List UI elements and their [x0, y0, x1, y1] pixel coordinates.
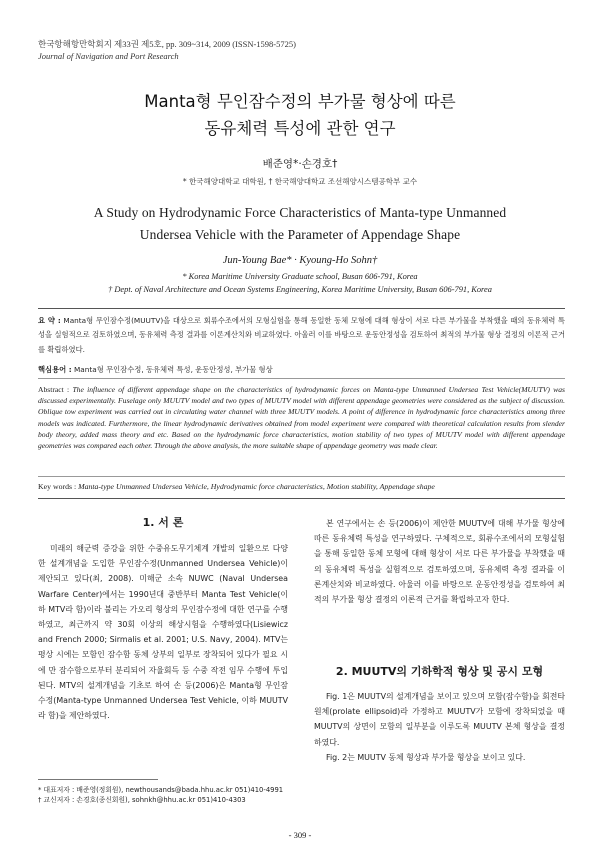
right-column-intro	[314, 516, 565, 607]
abstract-ko-text: Manta형 무인잠수정(MUUTV)을 대상으로 회류수조에서의 모형실험을 통해 동일한 동체 모형에 대해 형상이 서로 다른 부가물을 부착했을 때의 동유체력 특성을 실험적으로 검토하였으며, 동유체력 측정 결과를 이론계산치와 비교하였다. 아울러 이를 바탕으로 운동안정성을 검토하여 최적의 부가물 형상 결정의 이론적 근거를 확립하였다.	[38, 316, 565, 354]
affiliation-en-line2: † Dept. of Naval Architecture and Ocean Systems Engineering, Korea Maritime University, Busan 606-791, Korea	[108, 285, 492, 294]
paper-title-korean	[0, 88, 600, 142]
keywords-ko-text: Manta형 무인잠수정, 동유체력 특성, 운동안정성, 부가물 형상	[73, 365, 273, 374]
col2-paragraph3: Fig. 2는 MUUTV 동체 형상과 부가물 형상을 보이고 있다.	[326, 752, 526, 762]
abstract-ko-label: 요 약 :	[38, 316, 61, 325]
right-column-body	[314, 689, 565, 765]
col2-paragraph2: Fig. 1은 MUUTV의 설계개념을 보이고 있으며 모함(잠수함)을 회전타원체(prolate ellipsoid)라 가정하고 MUUTV가 모함에 장착되었을 때 MUUTV의 상면이 모함의 일부분을 이루도록 MUUTV 본체 형상을 결정하였다.	[314, 692, 565, 747]
abstract-separator-rule	[38, 378, 565, 379]
journal-header	[38, 38, 296, 62]
keywords-en-text: Manta-type Unmanned Undersea Vehicle, Hydrodynamic force characteristics, Motion stability, Appendage shape	[78, 482, 435, 491]
abstract-english	[38, 384, 565, 451]
affiliations-english	[0, 270, 600, 296]
keywords-ko-label: 핵심용어 :	[38, 365, 72, 374]
footnote-corresponding-first: * 대표저자 : 배준영(정회원), newthousands@bada.hhu.ac.kr 051)410-4991	[38, 786, 284, 794]
page-number: - 309 -	[288, 830, 312, 840]
journal-citation: 한국항해항만학회지 제33권 제5호, pp. 309~314, 2009 (ISSN-1598-5725)	[38, 39, 296, 49]
authors-english: Jun-Young Bae* · Kyoung-Ho Sohn†	[222, 255, 378, 266]
footnotes	[38, 785, 288, 805]
section1-paragraph: 미래의 해군력 증강을 위한 수중유도무기체계 개발의 일환으로 다양한 설계개념을 도입한 무인잠수정(Unmanned Undersea Vehicle)이 제안되고 있다(최, 2008). 미해군 소속 NUWC (Naval Undersea Warfare Center)에서는 1990년대 중반부터 Manta Test Vehicle(이하 MTV라 함)이라 불리는 가오리 형상의 무인잠수정에 대한 연구를 수행하였고, 최근까지 약 30회 이상의 해상시험을 수행하였다(Lisiewicz and French 2000; Sirmalis et al. 2001; U.S. Navy, 2004). MTV는 평상 시에는 모함인 잠수함 동체 상부의 일부로 장착되어 있다가 필요 시에 만 잠수함으로부터 분리되어 자율회득 등 수중 작전 임무 수행에 투입된다. MTV의 설계개념을 기초로 하여 손 등(2006)은 Manta형 무인잠수정(Manta-type Unmanned Undersea Test Vehicle, 이하 MUUTV라 함)을 제안하였다.	[38, 544, 288, 721]
abstract-top-rule	[38, 308, 565, 309]
affiliation-en-line1: * Korea Maritime University Graduate school, Busan 606-791, Korea	[182, 272, 418, 281]
keywords-separator-rule	[38, 476, 565, 477]
keywords-korean	[38, 365, 565, 375]
keywords-english	[38, 482, 565, 491]
keywords-en-label: Key words :	[38, 482, 77, 491]
journal-name: Journal of Navigation and Port Research	[38, 51, 179, 61]
title-en-line2: Undersea Vehicle with the Parameter of Appendage Shape	[139, 227, 461, 242]
authors-korean: 배준영*·손경호†	[262, 158, 338, 170]
abstract-en-label: Abstract :	[38, 385, 70, 394]
affiliations-korean: * 한국해양대학교 대학원, † 한국해양대학교 조선해양시스템공학부 교수	[182, 177, 418, 186]
abstract-bottom-rule	[38, 498, 565, 499]
title-ko-line1: Manta형 무인잠수정의 부가물 형상에 따른	[144, 92, 456, 111]
abstract-en-text: The influence of different appendage shape on the characteristics of hydrodynamic forces on Manta-type Unmanned Undersea Test Vehicle(MUUTV) was discussed experimentally. Fuselage only MUUTV model and two types of MUUTV model with different appendage geometries were considered as the subject of discussion. Oblique tow experiment was carried out in circulating water channel with three MUUTV models. A point of difference in hydrodynamic force characteristics among three models was indicated. Furthermore, the linear hydrodynamic derivatives obtained from model experiment were compared with theoretical calculation results from slender body theory, added mass theory and etc. Based on the hydrodynamic force characteristics, motion stability of two types of MUUTV model with different appendage geometries was compared each other. Through the above analysis, the more suitable shape of appendage geometry was made clear.	[38, 385, 565, 451]
section2-heading: 2. MUUTV의 기하학적 형상 및 공시 모형	[335, 665, 544, 678]
section1-heading: 1. 서 론	[142, 516, 184, 529]
col2-paragraph1: 본 연구에서는 손 등(2006)이 제안한 MUUTV에 대해 부가물 형상에 따른 동유체력 특성을 연구하였다. 구체적으로, 회류수조에서의 모형실험을 통해 동일한 동체 모형에 대해 형상이 서로 다른 부가물을 부착했을 때의 동유체력 특성을 실험적으로 검토하였으며, 동유체력 측정 결과를 이론계산치와 비교하였다. 아울러 이를 바탕으로 운동안정성을 검토하여 최적의 부가물 형상 결정의 이론적 근거를 확립하고자 한다.	[314, 519, 565, 605]
left-column-body	[38, 541, 288, 723]
paper-title-english	[0, 202, 600, 246]
abstract-korean	[38, 314, 565, 357]
title-en-line1: A Study on Hydrodynamic Force Characteristics of Manta-type Unmanned	[93, 205, 507, 220]
footnote-corresponding-author: † 교신저자 : 손경호(종신회원), sohnkh@hhu.ac.kr 051)410-4303	[38, 796, 246, 804]
footnote-rule	[38, 779, 158, 780]
title-ko-line2: 동유체력 특성에 관한 연구	[204, 119, 396, 138]
